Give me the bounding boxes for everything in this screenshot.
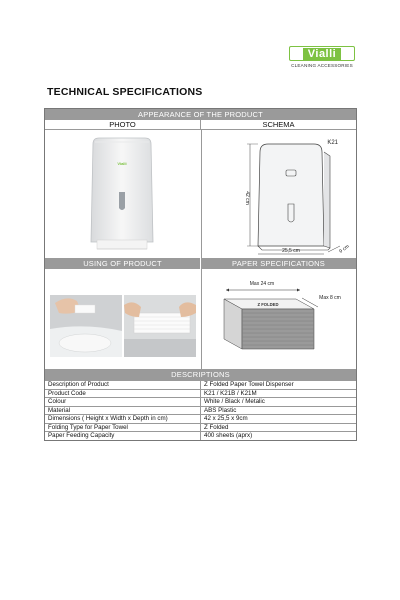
schema-header: SCHEMA: [200, 120, 356, 129]
row-value: ABS Plastic: [201, 406, 357, 415]
table-row: [45, 389, 356, 398]
product-photo-cell: [45, 130, 201, 258]
table-row: [45, 398, 356, 407]
row-label: Material: [45, 406, 201, 415]
appearance-subheaders: [45, 120, 356, 130]
table-row: [45, 432, 356, 441]
usage-band: USING OF PRODUCT: [45, 258, 200, 269]
paper-spec-band: PAPER SPECIFICATIONS: [200, 258, 356, 269]
row-value: Z Folded Paper Towel Dispenser: [201, 381, 357, 390]
brand-logo: [286, 46, 358, 68]
towel-sheet: [97, 240, 147, 249]
schema-drawing: [202, 130, 358, 258]
schema-cell: [201, 130, 358, 258]
paper-depth-label: Max 8 cm: [319, 295, 341, 301]
logo-mark: [289, 46, 355, 61]
logo-tagline: CLEANING ACCESSORIES: [291, 63, 353, 68]
row-label: Dimensions ( Height x Width x Depth in cm): [45, 415, 201, 424]
dim-depth-label: 9 cm: [338, 243, 351, 255]
paper-width-label: Max 24 cm: [249, 281, 275, 287]
usage-photo-cell: [45, 269, 201, 369]
dim-height-label: 42 cm: [244, 191, 250, 205]
row-label: Paper Feeding Capacity: [45, 432, 201, 441]
spec-sheet: [44, 108, 357, 441]
photo-logo-text: Vialli: [117, 161, 127, 166]
usage-photos: [45, 269, 201, 369]
page-title: TECHNICAL SPECIFICATIONS: [47, 86, 203, 98]
logo-wordmark: Vialli: [303, 48, 341, 60]
row-value: K21 / K21B / K21M: [201, 389, 357, 398]
schema-code: K21: [327, 140, 338, 146]
usage-row: [45, 269, 356, 369]
row-value: 42 x 25,5 x 9cm: [201, 415, 357, 424]
appearance-band: APPEARANCE OF THE PRODUCT: [45, 109, 356, 120]
row-value: 400 sheets (aprx): [201, 432, 357, 441]
descriptions-table: [45, 380, 356, 440]
row-label: Colour: [45, 398, 201, 407]
paper-spec-drawing: [202, 269, 358, 369]
row-value: White / Black / Metalic: [201, 398, 357, 407]
descriptions-band: DESCRIPTIONS: [45, 369, 356, 380]
appearance-row: [45, 130, 356, 258]
paper-spec-cell: [201, 269, 358, 369]
row-value: Z Folded: [201, 423, 357, 432]
window-icon: [119, 192, 125, 210]
table-row: [45, 415, 356, 424]
photo-header: PHOTO: [109, 120, 136, 129]
table-row: [45, 423, 356, 432]
usage-band-row: [45, 258, 356, 269]
row-label: Description of Product: [45, 381, 201, 390]
dim-width-label: 25,5 cm: [282, 248, 300, 254]
table-row: [45, 406, 356, 415]
product-photo: [45, 130, 201, 258]
table-row: [45, 381, 356, 390]
row-label: Folding Type for Paper Towel: [45, 423, 201, 432]
descriptions-body: [45, 381, 356, 441]
paper-print-label: Z FOLDED: [257, 301, 279, 307]
row-label: Product Code: [45, 389, 201, 398]
